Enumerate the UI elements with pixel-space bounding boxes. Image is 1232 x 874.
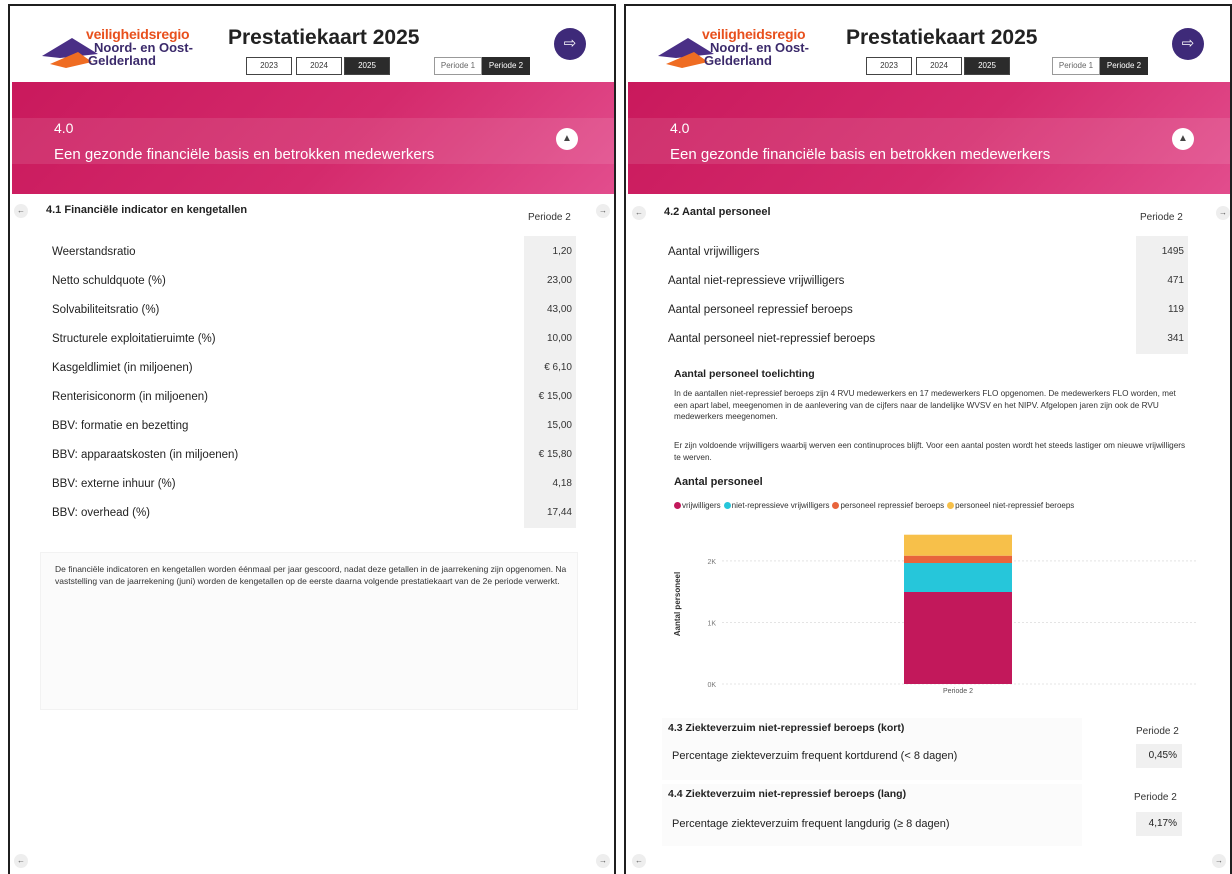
next-arrow-icon[interactable]: →	[1216, 206, 1230, 220]
row-value: 15,00	[546, 420, 572, 431]
section-banner	[628, 82, 1230, 194]
prev-page-arrow-icon[interactable]: ←	[14, 854, 28, 868]
legend-item[interactable]	[674, 501, 721, 510]
row-value: 4,18	[552, 478, 572, 489]
period-button-2[interactable]: Periode 2	[1100, 57, 1148, 75]
year-button-2023[interactable]: 2023	[246, 57, 292, 75]
row-label: BBV: apparaatskosten (in miljoenen)	[52, 449, 239, 461]
year-button-2025[interactable]: 2025	[344, 57, 390, 75]
banner-number: 4.0	[54, 120, 74, 136]
toelichting-paragraph-1: In de aantallen niet-repressief beroeps zijn 4 RVU medewerkers en 17 medewerkers FLO opgenomen. De medewerkers FLO worden, met een apart label, meegenomen in de aanlevering van de cijfers naar de landelijke WVSV en het NIPV. Afgelopen jaren zijn ook de RVU medewerkers meegenomen.	[674, 389, 1176, 421]
y-tick-label: 0K	[707, 682, 716, 689]
chevron-up-icon[interactable]: ▲	[1172, 128, 1194, 150]
row-value: 43,00	[546, 304, 572, 315]
prev-arrow-icon[interactable]: ←	[14, 204, 28, 218]
row-label: Aantal vrijwilligers	[668, 246, 760, 258]
chart-legend	[674, 501, 1077, 510]
ziekteverzuim-lang-period: Periode 2	[1134, 792, 1177, 803]
prev-page-arrow-icon[interactable]: ←	[632, 854, 646, 868]
ziekteverzuim-kort-period: Periode 2	[1136, 726, 1179, 737]
logo-line1: veiligheidsregio	[702, 26, 806, 42]
y-tick-label: 2K	[707, 558, 716, 566]
right-panel	[624, 4, 1232, 874]
page-title: Prestatiekaart 2025	[846, 26, 1038, 49]
logo-line2b: Gelderland	[88, 53, 156, 68]
legend-label: personeel niet-repressief beroeps	[955, 501, 1075, 510]
section-title: 4.1 Financiële indicator en kengetallen	[46, 204, 248, 216]
legend-label: niet-repressieve vrijwilligers	[731, 501, 830, 510]
row-label: Structurele exploitatieruimte (%)	[52, 333, 216, 345]
toelichting-title: Aantal personeel toelichting	[674, 368, 815, 380]
year-button-2023[interactable]: 2023	[866, 57, 912, 75]
legend-dot-icon	[674, 502, 681, 509]
row-value: 23,00	[546, 275, 572, 286]
banner-subtitle: Een gezonde financiële basis en betrokken medewerkers	[670, 146, 1051, 163]
logo-line2	[704, 40, 809, 68]
row-label: Netto schuldquote (%)	[52, 275, 166, 287]
period-button-1[interactable]: Periode 1	[1052, 57, 1100, 75]
next-arrow-icon[interactable]: →	[596, 204, 610, 218]
legend-dot-icon	[832, 502, 839, 509]
row-label: BBV: formatie en bezetting	[52, 420, 189, 432]
period-label: Periode 2	[528, 212, 571, 223]
row-value: € 6,10	[544, 362, 572, 373]
note-text: De financiële indicatoren en kengetallen worden éénmaal per jaar gescoord, nadat deze getallen in de jaarrekening zijn opgenomen. Na vaststelling van de jaarrekening (juni) worden de kengetallen op de eerste daarna volgende prestatiekaart van de 2e periode verwerkt.	[55, 564, 567, 586]
legend-item[interactable]	[724, 501, 830, 510]
period-button-2[interactable]: Periode 2	[482, 57, 530, 75]
legend-item[interactable]	[947, 501, 1074, 510]
section-title: 4.2 Aantal personeel	[664, 206, 771, 218]
row-value: € 15,00	[538, 391, 572, 402]
logo	[42, 26, 202, 78]
banner-subtitle: Een gezonde financiële basis en betrokken medewerkers	[54, 146, 435, 163]
legend-item[interactable]	[832, 501, 944, 510]
bar-segment	[904, 535, 1012, 556]
section-banner	[12, 82, 614, 194]
row-value: 17,44	[546, 507, 572, 518]
row-label: Aantal personeel niet-repressief beroeps	[668, 333, 876, 345]
row-label: Solvabiliteitsratio (%)	[52, 304, 160, 316]
x-tick-label: Periode 2	[943, 688, 973, 695]
next-page-arrow-icon[interactable]: →	[596, 854, 610, 868]
row-value: € 15,80	[538, 449, 572, 460]
row-label: Renterisiconorm (in miljoenen)	[52, 391, 208, 403]
period-label: Periode 2	[1140, 212, 1183, 223]
row-label: Weerstandsratio	[52, 246, 136, 258]
row-value: 119	[1168, 304, 1184, 315]
ziekteverzuim-kort-title: 4.3 Ziekteverzuim niet-repressief beroeps (kort)	[668, 722, 905, 734]
left-panel	[8, 4, 616, 874]
logo-line2a: Noord- en Oost-	[710, 40, 809, 55]
menu-collapse-icon[interactable]: ⇨	[1172, 28, 1204, 60]
chart-title: Aantal personeel	[674, 476, 763, 488]
period-button-1[interactable]: Periode 1	[434, 57, 482, 75]
row-value: 1495	[1161, 246, 1184, 257]
row-label: BBV: externe inhuur (%)	[52, 478, 176, 490]
ziekteverzuim-lang-title: 4.4 Ziekteverzuim niet-repressief beroeps (lang)	[668, 788, 907, 800]
row-label: Aantal personeel repressief beroeps	[668, 304, 853, 316]
ziekteverzuim-lang-value: 4,17%	[1136, 812, 1182, 836]
logo	[658, 26, 818, 78]
ziekteverzuim-kort-label: Percentage ziekteverzuim frequent kortdurend (< 8 dagen)	[672, 750, 958, 762]
page-title: Prestatiekaart 2025	[228, 26, 420, 49]
year-button-2024[interactable]: 2024	[296, 57, 342, 75]
logo-line2b: Gelderland	[704, 53, 772, 68]
note-box	[40, 552, 578, 710]
ziekteverzuim-lang-label: Percentage ziekteverzuim frequent langdurig (≥ 8 dagen)	[672, 818, 950, 830]
legend-label: personeel repressief beroeps	[840, 501, 945, 510]
row-label: Kasgeldlimiet (in miljoenen)	[52, 362, 193, 374]
row-value: 10,00	[546, 333, 572, 344]
logo-line2a: Noord- en Oost-	[94, 40, 193, 55]
year-button-2024[interactable]: 2024	[916, 57, 962, 75]
banner-number: 4.0	[670, 120, 690, 136]
chevron-up-icon[interactable]: ▲	[556, 128, 578, 150]
bar-segment	[904, 556, 1012, 563]
row-value: 1,20	[552, 246, 572, 257]
personnel-chart	[666, 518, 1206, 696]
row-label: BBV: overhead (%)	[52, 507, 151, 519]
y-axis-label: Aantal personeel	[673, 571, 682, 637]
logo-line1: veiligheidsregio	[86, 26, 190, 42]
prev-arrow-icon[interactable]: ←	[632, 206, 646, 220]
row-value: 471	[1167, 275, 1184, 286]
toelichting-paragraph-2: Er zijn voldoende vrijwilligers waarbij werven een continuproces blijft. Voor een aantal posten wordt het steeds lastiger om nieuwe vrijwilligers te werven.	[674, 441, 1186, 462]
ziekteverzuim-kort-value: 0,45%	[1136, 744, 1182, 768]
legend-label: vrijwilligers	[682, 501, 721, 510]
y-tick-label: 1K	[707, 620, 716, 628]
bar-segment	[904, 563, 1012, 592]
menu-collapse-icon[interactable]: ⇨	[554, 28, 586, 60]
logo-line2	[88, 40, 193, 68]
legend-dot-icon	[947, 502, 954, 509]
next-page-arrow-icon[interactable]: →	[1212, 854, 1226, 868]
legend-dot-icon	[724, 502, 731, 509]
row-label: Aantal niet-repressieve vrijwilligers	[668, 275, 845, 287]
bar-segment	[904, 592, 1012, 684]
year-button-2025[interactable]: 2025	[964, 57, 1010, 75]
row-value: 341	[1167, 333, 1184, 344]
